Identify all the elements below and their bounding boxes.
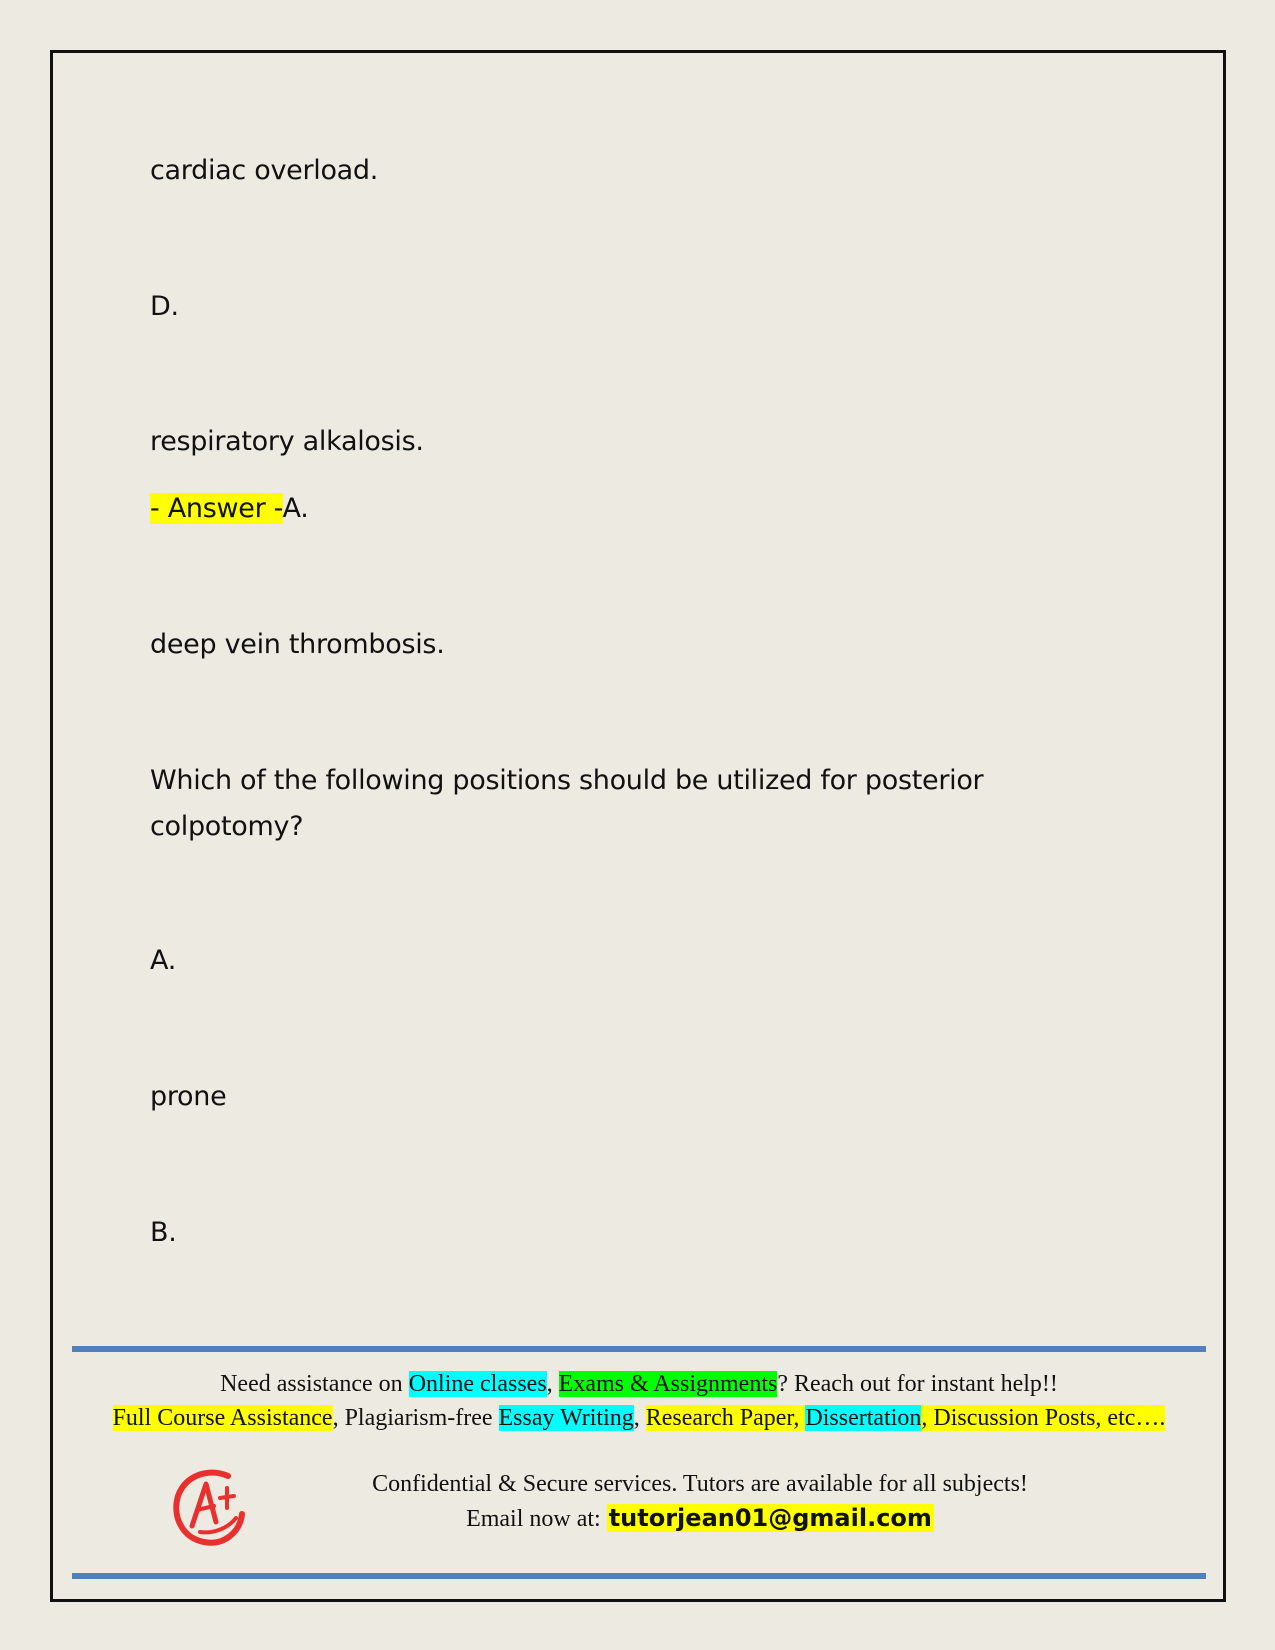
footer-text: , [633, 1405, 646, 1431]
footer-text: Need assistance on [220, 1371, 409, 1397]
footer-line-3: Confidential & Secure services. Tutors are available for all subjects! [372, 1471, 1028, 1497]
answer-option-text: prone [150, 1081, 227, 1112]
email-link[interactable]: tutorjean01@gmail.com [608, 1504, 932, 1532]
answer-line [150, 486, 309, 532]
footer-text: ? Reach out for instant help!! [777, 1371, 1058, 1397]
question-text: Which of the following positions should be utilized for posterior colpotomy? [150, 765, 984, 842]
option-letter-b: B. [150, 1217, 177, 1248]
discussion-posts-highlight: , Discussion Posts, etc…. [921, 1405, 1166, 1431]
exams-assignments-highlight: Exams & Assignments [558, 1371, 778, 1397]
essay-writing-highlight: Essay Writing [498, 1405, 634, 1431]
footer-line-1 [72, 1368, 1206, 1400]
footer-text: Email now at: [466, 1506, 607, 1532]
footer-line-4 [200, 1502, 1200, 1535]
footer-text: , Plagiarism-free [332, 1405, 499, 1431]
answer-value: A. [282, 493, 309, 524]
research-paper-highlight: Research Paper, [645, 1405, 806, 1431]
answer-option-text: respiratory alkalosis. [150, 426, 424, 457]
answer-option-text: cardiac overload. [150, 155, 379, 186]
option-letter-a: A. [150, 945, 176, 976]
footer-line-2 [72, 1402, 1206, 1434]
answer-option-text: deep vein thrombosis. [150, 629, 445, 660]
option-letter-d: D. [150, 291, 179, 322]
footer-text: , [546, 1371, 559, 1397]
footer-bottom-rule [72, 1573, 1206, 1579]
answer-label-highlight: - Answer - [150, 493, 283, 524]
dissertation-highlight: Dissertation [805, 1405, 922, 1431]
footer-top-rule [72, 1346, 1206, 1352]
full-course-highlight: Full Course Assistance [112, 1405, 333, 1431]
online-classes-highlight: Online classes [408, 1371, 547, 1397]
